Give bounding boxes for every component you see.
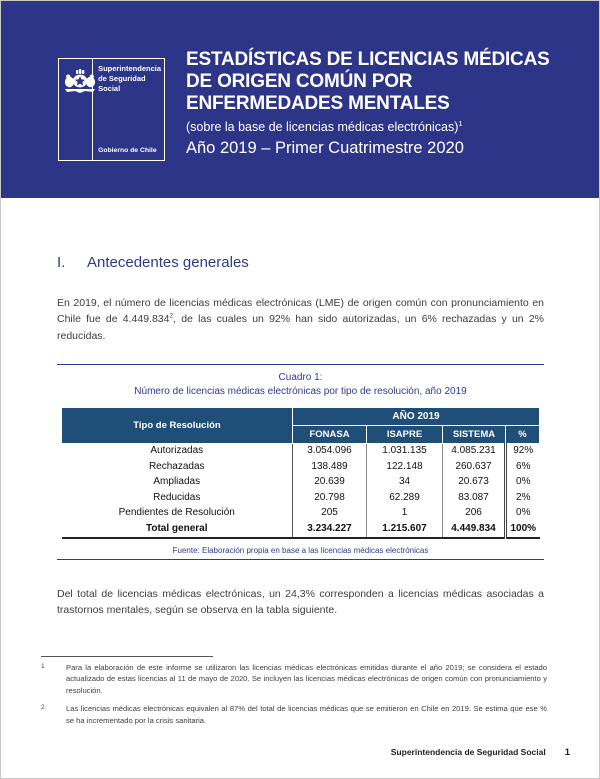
row-label: Ampliadas: [62, 475, 293, 491]
cell-isapre: 62.289: [367, 490, 443, 506]
col-header-fonasa: FONASA: [293, 425, 367, 443]
footnote-2: [41, 703, 547, 726]
title-period: Año 2019 – Primer Cuatrimestre 2020: [186, 139, 464, 157]
table-source-note: Fuente: Elaboración propia en base a las licencias médicas electrónicas: [172, 545, 429, 555]
row-label: Pendientes de Resolución: [62, 506, 293, 522]
resolution-table: [61, 407, 540, 539]
table-row: [62, 443, 540, 459]
cell-fonasa: 3.234.227: [293, 521, 367, 538]
footnote-marker: 1: [41, 663, 45, 670]
title-subtitle: (sobre la base de licencias médicas electrónicas)$^1$: [186, 118, 463, 134]
logo-org-name: Superintendencia de Seguridad Social: [98, 64, 161, 93]
footnotes-section: [41, 656, 547, 733]
section-heading: [57, 254, 544, 271]
cell-isapre: 34: [367, 475, 443, 491]
table-row: [62, 506, 540, 522]
footnote-ref-2: 2: [169, 312, 174, 320]
footnote-ref-1: 1: [458, 118, 463, 128]
table-caption: [57, 371, 544, 399]
divider-bottom: [57, 559, 544, 560]
cell-fonasa: 3.054.096: [293, 443, 367, 459]
cell-pct: 0%: [516, 476, 531, 488]
second-paragraph: Del total de licencias médicas electrónicas, un 24,3% corresponden a licencias médicas asociadas a trastornos mentales, según se observa en la tabla siguiente.: [57, 587, 544, 617]
cell-sistema: 20.673: [443, 475, 506, 491]
row-label: Rechazadas: [62, 459, 293, 475]
table-head: [62, 407, 540, 443]
cell-sistema: 206: [443, 506, 506, 522]
footnote-1: [41, 662, 547, 696]
table-row: [62, 459, 540, 475]
section-numeral: I.: [57, 254, 66, 271]
cell-isapre: 1: [367, 506, 443, 522]
cell-pct: 100%: [510, 522, 537, 534]
footnote-text: Las licencias médicas electrónicas equivalen al 87% del total de licencias médicas que se emitieron en Chile en 2019. Se estima que ese % se ha incrementado por la crisis sanitaria.: [66, 704, 547, 725]
cell-sistema: 4.085.231: [443, 443, 506, 459]
col-header-sistema: SISTEMA: [443, 425, 506, 443]
cell-fonasa: 138.489: [293, 459, 367, 475]
footer-org-name: Superintendencia de Seguridad Social: [390, 747, 546, 757]
logo-text-column: [92, 59, 164, 160]
row-label: Reducidas: [62, 490, 293, 506]
cell-isapre: 122.148: [367, 459, 443, 475]
title-line-2: DE ORIGEN COMÚN POR: [186, 71, 413, 92]
col-header-isapre: ISAPRE: [367, 425, 443, 443]
divider-top: [57, 364, 544, 365]
cell-pct: 0%: [516, 507, 531, 519]
row-label: Autorizadas: [62, 443, 293, 459]
cell-isapre: 1.215.607: [367, 521, 443, 538]
cell-sistema: 260.637: [443, 459, 506, 475]
logo-emblem-column: [59, 59, 92, 160]
institution-logo: [58, 58, 165, 161]
title-line-1: ESTADÍSTICAS DE LICENCIAS MÉDICAS: [186, 49, 550, 70]
table-row: [62, 475, 540, 491]
table-total-row: [62, 521, 540, 538]
footnote-text: Para la elaboración de este informe se utilizaron las licencias médicas electrónicas emitidas durante el año 2019; se considera el estado actualizado de estas licencias al 11 de mayo de 2020. Se incluyen las licencias médicas electrónicas de origen común con pronunciamiento y resolución.: [66, 663, 547, 695]
cell-sistema: 83.087: [443, 490, 506, 506]
page-content: [1, 254, 599, 618]
col-header-tipo: Tipo de Resolución: [62, 407, 293, 443]
footnote-separator: [41, 656, 213, 657]
cell-fonasa: 20.639: [293, 475, 367, 491]
footnote-marker: 2: [41, 704, 45, 712]
table-caption-text: Número de licencias médicas electrónicas por tipo de resolución, año 2019: [134, 385, 467, 397]
page-number: 1: [564, 747, 570, 758]
table-caption-label: Cuadro 1:: [278, 371, 323, 383]
table-row: [62, 490, 540, 506]
cell-fonasa: 205: [293, 506, 367, 522]
title-line-3: ENFERMEDADES MENTALES: [186, 93, 450, 114]
cell-pct: 2%: [516, 491, 531, 503]
document-title-block: [186, 49, 550, 158]
cell-pct: 6%: [516, 460, 531, 472]
col-header-group-year: AÑO 2019: [293, 407, 540, 425]
cell-isapre: 1.031.135: [367, 443, 443, 459]
header-band: [1, 1, 599, 198]
section-title: Antecedentes generales: [87, 254, 249, 271]
cell-fonasa: 20.798: [293, 490, 367, 506]
logo-government-name: Gobierno de Chile: [98, 147, 157, 154]
intro-paragraph: En 2019, el número de licencias médicas electrónicas (LME) de origen común con pronunciamiento en Chile fue de 4.449.834$^2$, de las cuales un 92% han sido autorizadas, un 6% rechazadas y un 2% reducidas.: [57, 297, 544, 342]
cell-pct: 92%: [513, 445, 534, 457]
page-footer: [391, 747, 570, 758]
col-header-pct: %: [506, 425, 540, 443]
row-label: Total general: [62, 521, 293, 538]
cell-sistema: 4.449.834: [443, 521, 506, 538]
